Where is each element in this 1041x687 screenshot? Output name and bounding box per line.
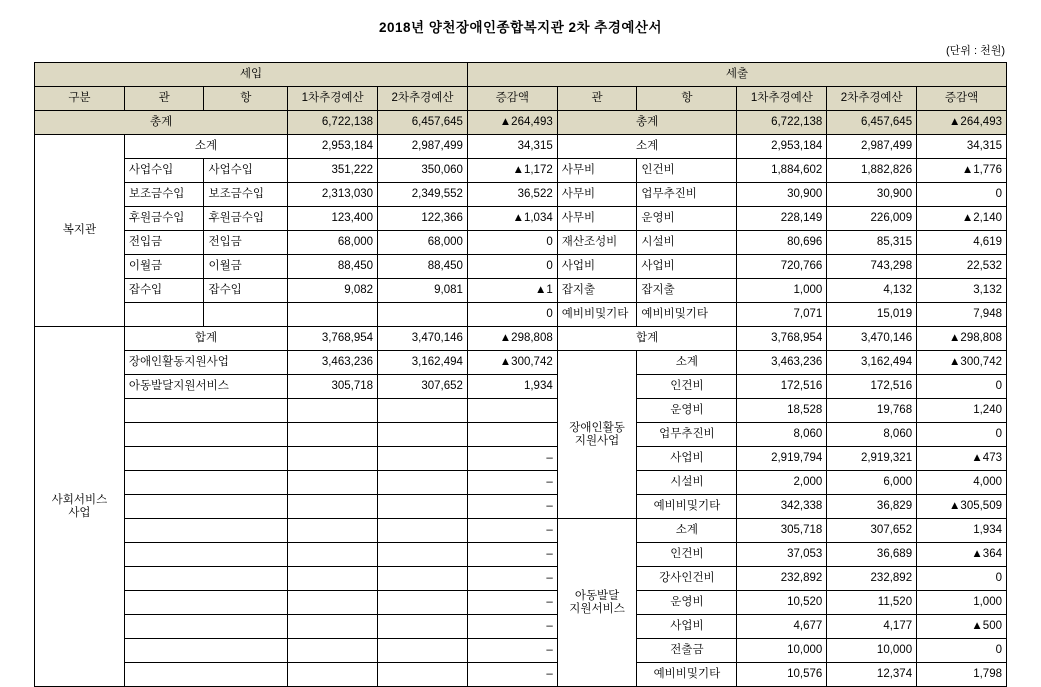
social-exp-hang: 사업비 xyxy=(637,615,737,639)
social-rev-delta: – xyxy=(467,567,557,591)
rev-first xyxy=(288,303,378,327)
social-rev-second xyxy=(378,543,468,567)
social-exp-second: 3,162,494 xyxy=(827,351,917,375)
social-exp-first: 305,718 xyxy=(737,519,827,543)
exp-second: 1,882,826 xyxy=(827,159,917,183)
header-expense: 세출 xyxy=(467,63,1006,87)
col-delta-exp: 증감액 xyxy=(917,87,1007,111)
rev-hang: 이월금 xyxy=(204,255,288,279)
exp-hang: 예비비및기타 xyxy=(637,303,737,327)
exp-second: 4,132 xyxy=(827,279,917,303)
col-gwan-rev: 관 xyxy=(124,87,204,111)
col-delta-rev: 증감액 xyxy=(467,87,557,111)
rev-first: 88,450 xyxy=(288,255,378,279)
rev-delta: 36,522 xyxy=(467,183,557,207)
total-rev-second: 6,457,645 xyxy=(378,111,468,135)
social-sum-row xyxy=(35,327,1007,351)
rev-second: 2,349,552 xyxy=(378,183,468,207)
rev-gwan: 잡수입 xyxy=(124,279,204,303)
table-row xyxy=(35,615,1007,639)
social-rev-first xyxy=(288,423,378,447)
rev-delta: ▲1 xyxy=(467,279,557,303)
total-exp-second: 6,457,645 xyxy=(827,111,917,135)
social-rev-second xyxy=(378,471,468,495)
social-exp-second: 11,520 xyxy=(827,591,917,615)
rev-gwan: 보조금수입 xyxy=(124,183,204,207)
social-exp-delta: 1,798 xyxy=(917,663,1007,687)
total-exp-first: 6,722,138 xyxy=(737,111,827,135)
social-exp-delta: ▲500 xyxy=(917,615,1007,639)
social-exp-delta: ▲473 xyxy=(917,447,1007,471)
social-exp-hang: 소계 xyxy=(637,519,737,543)
social-exp-hang: 예비비및기타 xyxy=(637,495,737,519)
social-sum-exp-delta: ▲298,808 xyxy=(917,327,1007,351)
social-exp-second: 2,919,321 xyxy=(827,447,917,471)
rev-hang xyxy=(204,303,288,327)
social-rev-first xyxy=(288,567,378,591)
rev-second: 88,450 xyxy=(378,255,468,279)
social-exp-second: 6,000 xyxy=(827,471,917,495)
rev-gwan: 전입금 xyxy=(124,231,204,255)
social-exp-first: 8,060 xyxy=(737,423,827,447)
exp-delta: 22,532 xyxy=(917,255,1007,279)
rev-gwan: 이월금 xyxy=(124,255,204,279)
social-exp-delta: 0 xyxy=(917,639,1007,663)
rev-hang: 후원금수입 xyxy=(204,207,288,231)
table-row xyxy=(35,303,1007,327)
social-rev-second xyxy=(378,399,468,423)
table-row xyxy=(35,231,1007,255)
rev-delta: ▲1,172 xyxy=(467,159,557,183)
social-sum-rev-second: 3,470,146 xyxy=(378,327,468,351)
social-exp-second: 12,374 xyxy=(827,663,917,687)
social-exp-hang: 인건비 xyxy=(637,375,737,399)
social-rev-delta: – xyxy=(467,591,557,615)
exp-group-child-development: 아동발달 지원서비스 xyxy=(557,519,637,687)
exp-first: 30,900 xyxy=(737,183,827,207)
rev-delta: 0 xyxy=(467,255,557,279)
rev-hang: 보조금수입 xyxy=(204,183,288,207)
table-row xyxy=(35,591,1007,615)
exp-gwan: 잡지출 xyxy=(557,279,637,303)
exp-second: 743,298 xyxy=(827,255,917,279)
social-rev-delta: – xyxy=(467,663,557,687)
social-exp-delta: 1,240 xyxy=(917,399,1007,423)
social-rev-second xyxy=(378,615,468,639)
social-rev-delta: – xyxy=(467,639,557,663)
social-rev-name: 장애인활동지원사업 xyxy=(124,351,287,375)
social-exp-first: 10,000 xyxy=(737,639,827,663)
social-sum-rev-first: 3,768,954 xyxy=(288,327,378,351)
rev-second: 122,366 xyxy=(378,207,468,231)
social-rev-delta: ▲300,742 xyxy=(467,351,557,375)
social-rev-delta: – xyxy=(467,495,557,519)
welfare-subtotal-rev-second: 2,987,499 xyxy=(378,135,468,159)
social-rev-name xyxy=(124,663,287,687)
col-first-exp: 1차추경예산 xyxy=(737,87,827,111)
exp-gwan: 예비비및기타 xyxy=(557,303,637,327)
exp-hang: 잡지출 xyxy=(637,279,737,303)
social-exp-first: 172,516 xyxy=(737,375,827,399)
col-second-exp: 2차추경예산 xyxy=(827,87,917,111)
division-social-service: 사회서비스 사업 xyxy=(35,327,125,687)
rev-gwan: 사업수입 xyxy=(124,159,204,183)
welfare-subtotal-rev-delta: 34,315 xyxy=(467,135,557,159)
social-exp-hang: 인건비 xyxy=(637,543,737,567)
table-row xyxy=(35,447,1007,471)
exp-gwan: 사무비 xyxy=(557,183,637,207)
division-welfare-center: 복지관 xyxy=(35,135,125,327)
social-rev-first xyxy=(288,399,378,423)
social-exp-first: 10,520 xyxy=(737,591,827,615)
welfare-subtotal-label-exp: 소계 xyxy=(557,135,737,159)
social-exp-second: 307,652 xyxy=(827,519,917,543)
exp-hang: 업무추진비 xyxy=(637,183,737,207)
exp-second: 30,900 xyxy=(827,183,917,207)
social-rev-name xyxy=(124,591,287,615)
table-row xyxy=(35,639,1007,663)
social-exp-first: 37,053 xyxy=(737,543,827,567)
social-rev-second xyxy=(378,495,468,519)
unit-note: (단위 : 천원) xyxy=(946,45,1005,57)
social-rev-second xyxy=(378,423,468,447)
col-gwan-exp: 관 xyxy=(557,87,637,111)
social-exp-second: 172,516 xyxy=(827,375,917,399)
social-rev-first xyxy=(288,663,378,687)
social-rev-second xyxy=(378,519,468,543)
total-row xyxy=(35,111,1007,135)
social-exp-delta: 1,934 xyxy=(917,519,1007,543)
rev-first: 9,082 xyxy=(288,279,378,303)
social-exp-second: 36,829 xyxy=(827,495,917,519)
social-rev-first xyxy=(288,591,378,615)
social-exp-hang: 시설비 xyxy=(637,471,737,495)
social-exp-delta: 4,000 xyxy=(917,471,1007,495)
social-rev-second xyxy=(378,447,468,471)
social-exp-first: 3,463,236 xyxy=(737,351,827,375)
social-exp-delta: 0 xyxy=(917,567,1007,591)
table-row xyxy=(35,255,1007,279)
table-row xyxy=(35,183,1007,207)
social-rev-second xyxy=(378,591,468,615)
social-exp-second: 10,000 xyxy=(827,639,917,663)
social-rev-name xyxy=(124,615,287,639)
social-rev-name xyxy=(124,567,287,591)
social-exp-delta: ▲364 xyxy=(917,543,1007,567)
social-sum-exp-first: 3,768,954 xyxy=(737,327,827,351)
rev-second: 9,081 xyxy=(378,279,468,303)
social-rev-second: 3,162,494 xyxy=(378,351,468,375)
rev-hang: 사업수입 xyxy=(204,159,288,183)
exp-delta: 3,132 xyxy=(917,279,1007,303)
social-rev-first: 305,718 xyxy=(288,375,378,399)
social-exp-first: 2,000 xyxy=(737,471,827,495)
social-exp-hang: 강사인건비 xyxy=(637,567,737,591)
rev-second: 68,000 xyxy=(378,231,468,255)
table-row xyxy=(35,375,1007,399)
exp-group-disability-activity: 장애인활동 지원사업 xyxy=(557,351,637,519)
rev-second xyxy=(378,303,468,327)
social-rev-delta: – xyxy=(467,471,557,495)
exp-gwan: 사무비 xyxy=(557,159,637,183)
social-exp-second: 232,892 xyxy=(827,567,917,591)
social-rev-delta: – xyxy=(467,543,557,567)
social-rev-name xyxy=(124,495,287,519)
table-row xyxy=(35,399,1007,423)
total-label-exp: 총계 xyxy=(557,111,737,135)
col-hang-exp: 항 xyxy=(637,87,737,111)
social-exp-second: 4,177 xyxy=(827,615,917,639)
exp-hang: 시설비 xyxy=(637,231,737,255)
welfare-subtotal-exp-first: 2,953,184 xyxy=(737,135,827,159)
social-exp-first: 4,677 xyxy=(737,615,827,639)
social-sum-rev-delta: ▲298,808 xyxy=(467,327,557,351)
rev-first: 2,313,030 xyxy=(288,183,378,207)
col-first-rev: 1차추경예산 xyxy=(288,87,378,111)
exp-hang: 사업비 xyxy=(637,255,737,279)
table-row xyxy=(35,279,1007,303)
exp-gwan: 사업비 xyxy=(557,255,637,279)
table-row xyxy=(35,159,1007,183)
social-exp-first: 18,528 xyxy=(737,399,827,423)
table-row xyxy=(35,663,1007,687)
budget-table-body xyxy=(35,63,1007,687)
social-rev-delta: – xyxy=(467,615,557,639)
social-exp-hang: 소계 xyxy=(637,351,737,375)
social-rev-name xyxy=(124,423,287,447)
table-row xyxy=(35,519,1007,543)
exp-delta: 0 xyxy=(917,183,1007,207)
social-rev-name xyxy=(124,543,287,567)
rev-gwan xyxy=(124,303,204,327)
social-sum-label-exp: 합계 xyxy=(557,327,737,351)
social-exp-second: 36,689 xyxy=(827,543,917,567)
social-exp-first: 342,338 xyxy=(737,495,827,519)
social-rev-first xyxy=(288,519,378,543)
social-rev-name xyxy=(124,639,287,663)
exp-first: 1,000 xyxy=(737,279,827,303)
rev-first: 123,400 xyxy=(288,207,378,231)
rev-gwan: 후원금수입 xyxy=(124,207,204,231)
budget-table xyxy=(34,62,1007,687)
table-row xyxy=(35,495,1007,519)
exp-second: 15,019 xyxy=(827,303,917,327)
social-rev-name xyxy=(124,399,287,423)
total-exp-delta: ▲264,493 xyxy=(917,111,1007,135)
social-rev-second xyxy=(378,567,468,591)
social-exp-first: 2,919,794 xyxy=(737,447,827,471)
exp-gwan: 사무비 xyxy=(557,207,637,231)
table-row xyxy=(35,351,1007,375)
social-rev-name xyxy=(124,471,287,495)
exp-hang: 인건비 xyxy=(637,159,737,183)
total-rev-first: 6,722,138 xyxy=(288,111,378,135)
rev-delta: ▲1,034 xyxy=(467,207,557,231)
table-row xyxy=(35,471,1007,495)
social-rev-first xyxy=(288,543,378,567)
social-rev-second: 307,652 xyxy=(378,375,468,399)
exp-first: 7,071 xyxy=(737,303,827,327)
page-title: 2018년 양천장애인종합복지관 2차 추경예산서 xyxy=(379,20,662,35)
social-rev-name xyxy=(124,447,287,471)
social-rev-delta: 1,934 xyxy=(467,375,557,399)
rev-delta: 0 xyxy=(467,231,557,255)
welfare-subtotal-label: 소계 xyxy=(124,135,287,159)
exp-delta: ▲1,776 xyxy=(917,159,1007,183)
social-exp-delta: ▲305,509 xyxy=(917,495,1007,519)
col-division: 구분 xyxy=(35,87,125,111)
exp-delta: 7,948 xyxy=(917,303,1007,327)
social-exp-first: 232,892 xyxy=(737,567,827,591)
total-label-rev: 총계 xyxy=(35,111,288,135)
col-second-rev: 2차추경예산 xyxy=(378,87,468,111)
social-rev-first xyxy=(288,615,378,639)
social-rev-first: 3,463,236 xyxy=(288,351,378,375)
social-rev-first xyxy=(288,495,378,519)
rev-first: 351,222 xyxy=(288,159,378,183)
social-exp-second: 19,768 xyxy=(827,399,917,423)
table-header-group-row xyxy=(35,63,1007,87)
social-rev-delta: – xyxy=(467,447,557,471)
social-exp-hang: 사업비 xyxy=(637,447,737,471)
exp-first: 720,766 xyxy=(737,255,827,279)
table-row xyxy=(35,543,1007,567)
table-container xyxy=(0,62,1041,687)
social-exp-delta: ▲300,742 xyxy=(917,351,1007,375)
rev-second: 350,060 xyxy=(378,159,468,183)
exp-delta: 4,619 xyxy=(917,231,1007,255)
social-exp-hang: 운영비 xyxy=(637,399,737,423)
social-exp-hang: 운영비 xyxy=(637,591,737,615)
exp-second: 85,315 xyxy=(827,231,917,255)
social-rev-first xyxy=(288,471,378,495)
exp-second: 226,009 xyxy=(827,207,917,231)
social-rev-delta: – xyxy=(467,519,557,543)
social-rev-name xyxy=(124,519,287,543)
total-rev-delta: ▲264,493 xyxy=(467,111,557,135)
rev-hang: 잡수입 xyxy=(204,279,288,303)
social-exp-second: 8,060 xyxy=(827,423,917,447)
social-exp-delta: 0 xyxy=(917,423,1007,447)
table-header-column-row xyxy=(35,87,1007,111)
social-rev-delta xyxy=(467,423,557,447)
rev-first: 68,000 xyxy=(288,231,378,255)
exp-gwan: 재산조성비 xyxy=(557,231,637,255)
exp-first: 228,149 xyxy=(737,207,827,231)
welfare-subtotal-exp-delta: 34,315 xyxy=(917,135,1007,159)
table-row xyxy=(35,423,1007,447)
social-rev-delta xyxy=(467,399,557,423)
social-rev-first xyxy=(288,447,378,471)
social-exp-hang: 예비비및기타 xyxy=(637,663,737,687)
social-exp-delta: 1,000 xyxy=(917,591,1007,615)
social-exp-first: 10,576 xyxy=(737,663,827,687)
welfare-subtotal-exp-second: 2,987,499 xyxy=(827,135,917,159)
rev-delta: 0 xyxy=(467,303,557,327)
social-exp-delta: 0 xyxy=(917,375,1007,399)
welfare-subtotal-rev-first: 2,953,184 xyxy=(288,135,378,159)
table-row xyxy=(35,567,1007,591)
exp-first: 80,696 xyxy=(737,231,827,255)
header-revenue: 세입 xyxy=(35,63,468,87)
social-exp-hang: 전출금 xyxy=(637,639,737,663)
social-exp-hang: 업무추진비 xyxy=(637,423,737,447)
exp-first: 1,884,602 xyxy=(737,159,827,183)
social-sum-exp-second: 3,470,146 xyxy=(827,327,917,351)
table-row xyxy=(35,207,1007,231)
exp-delta: ▲2,140 xyxy=(917,207,1007,231)
social-rev-second xyxy=(378,663,468,687)
exp-hang: 운영비 xyxy=(637,207,737,231)
rev-hang: 전입금 xyxy=(204,231,288,255)
social-rev-name: 아동발달지원서비스 xyxy=(124,375,287,399)
welfare-subtotal-row xyxy=(35,135,1007,159)
social-rev-second xyxy=(378,639,468,663)
social-rev-first xyxy=(288,639,378,663)
social-sum-label: 합계 xyxy=(124,327,287,351)
col-hang-rev: 항 xyxy=(204,87,288,111)
